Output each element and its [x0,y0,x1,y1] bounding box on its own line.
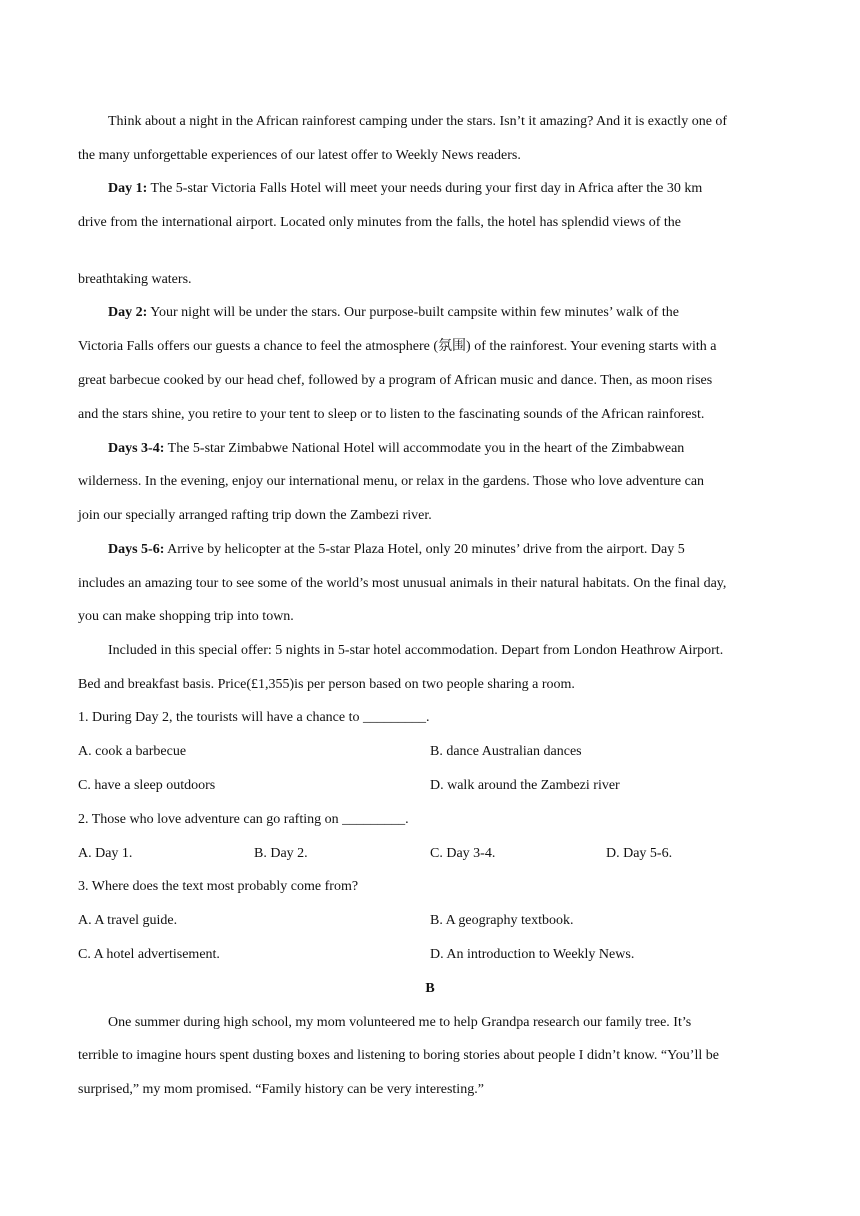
paragraph-day2-line: Victoria Falls offers our guests a chance to feel the atmosphere (氛围) of the rainforest. Your evening starts with a [78,339,717,354]
answer-option: A. Day 1. [78,846,133,861]
paragraph-intro-line: the many unforgettable experiences of our latest offer to Weekly News readers. [78,148,521,163]
paragraph-days34-line: join our specially arranged rafting trip down the Zambezi river. [78,508,432,523]
question-stem: 2. Those who love adventure can go rafting on _________. [78,812,409,827]
day2-label: Day 2: [108,305,148,320]
answer-option: A. cook a barbecue [78,744,187,759]
answer-option: D. walk around the Zambezi river [430,778,620,793]
paragraph-day1-line: drive from the international airport. Located only minutes from the falls, the hotel has splendid views of the [78,215,682,230]
days56-label: Days 5-6: [108,542,165,557]
paragraph-day2-line: Day 2: Your night will be under the stars. Our purpose-built campsite within few minutes’ walk of the [108,305,679,320]
answer-option: B. A geography textbook. [430,913,574,928]
section-b-line: terrible to imagine hours spent dusting boxes and listening to boring stories about people I didn’t know. “You’ll be [78,1048,719,1063]
answer-option: A. A travel guide. [78,913,178,928]
answer-option: C. A hotel advertisement. [78,947,220,962]
days34-label: Days 3-4: [108,441,165,456]
paragraph-day1-line: breathtaking waters. [78,272,192,287]
paragraph-intro-line: Think about a night in the African rainforest camping under the stars. Isn’t it amazing? And it is exactly one of [108,114,728,129]
answer-option: D. An introduction to Weekly News. [430,947,635,962]
paragraph-days56-line: you can make shopping trip into town. [78,609,294,624]
answer-option: B. Day 2. [254,846,308,861]
answer-option: C. have a sleep outdoors [78,778,216,793]
day1-label: Day 1: [108,181,148,196]
answer-option: B. dance Australian dances [430,744,582,759]
question-stem: 3. Where does the text most probably come from? [78,879,359,894]
answer-option: D. Day 5-6. [606,846,673,861]
paragraph-included-line: Bed and breakfast basis. Price(£1,355)is per person based on two people sharing a room. [78,677,575,692]
paragraph-days56-line: Days 5-6: Arrive by helicopter at the 5-star Plaza Hotel, only 20 minutes’ drive from the airport. Day 5 [108,542,685,557]
paragraph-day2-line: great barbecue cooked by our head chef, followed by a program of African music and dance. Then, as moon rises [78,373,713,388]
paragraph-included-line: Included in this special offer: 5 nights in 5-star hotel accommodation. Depart from London Heathrow Airport. [108,643,724,658]
section-b-line: surprised,” my mom promised. “Family history can be very interesting.” [78,1082,484,1097]
paragraph-day1-line: Day 1: The 5-star Victoria Falls Hotel will meet your needs during your first day in Africa after the 30 km [108,181,703,196]
section-heading: B [425,981,435,996]
answer-option: C. Day 3-4. [430,846,496,861]
paragraph-day2-line: and the stars shine, you retire to your tent to sleep or to listen to the fascinating sounds of the African rainforest. [78,407,705,422]
paragraph-days34-line: Days 3-4: The 5-star Zimbabwe National Hotel will accommodate you in the heart of the Zimbabwean [108,441,685,456]
paragraph-days56-line: includes an amazing tour to see some of the world’s most unusual animals in their natural habitats. On the final day, [78,576,727,591]
section-b-line: One summer during high school, my mom volunteered me to help Grandpa research our family tree. It’s [108,1015,692,1030]
paragraph-days34-line: wilderness. In the evening, enjoy our international menu, or relax in the gardens. Those who love adventure can [78,474,705,489]
question-stem: 1. During Day 2, the tourists will have a chance to _________. [78,710,430,725]
